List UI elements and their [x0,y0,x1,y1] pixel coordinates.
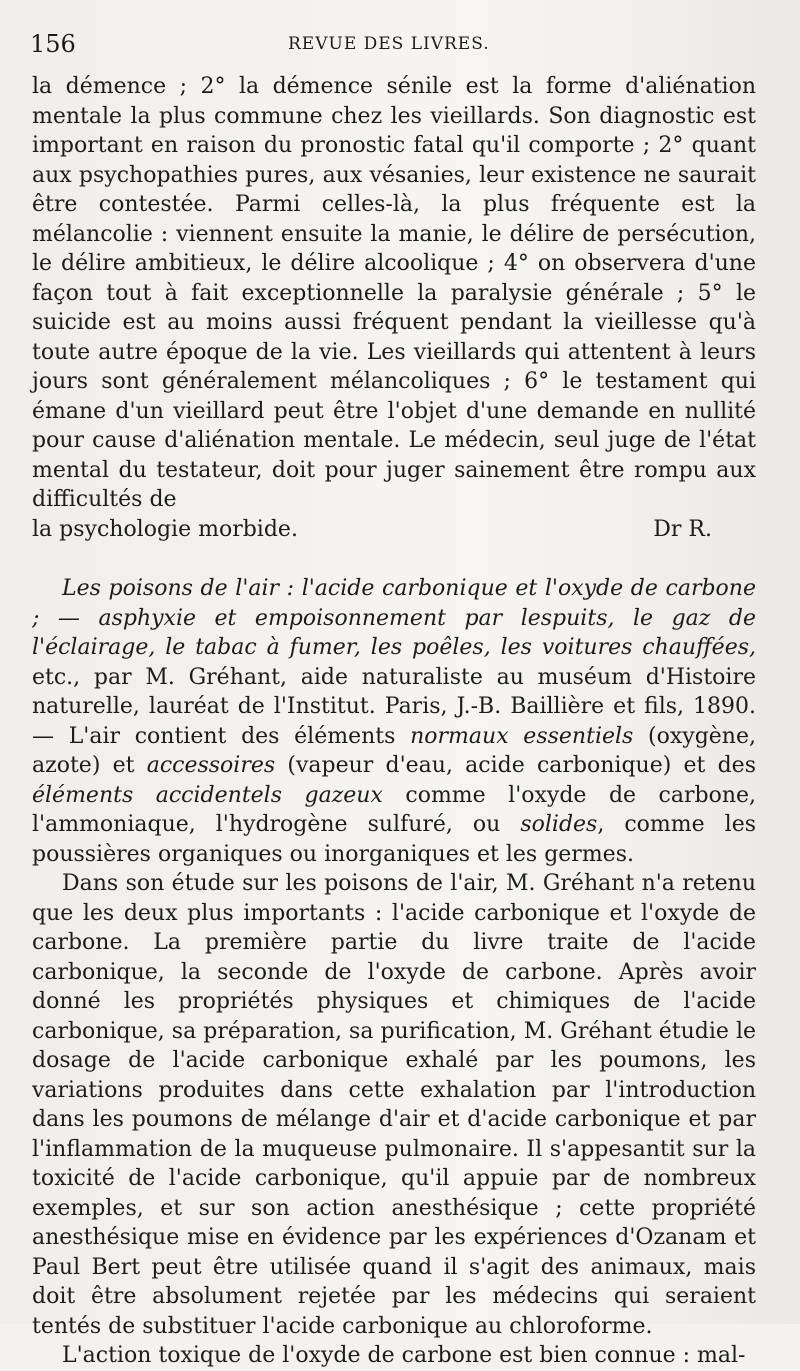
review-2-text-2: (vapeur d'eau, acide carbonique) et des [275,753,756,778]
running-title: REVUE DES LIVRES. [288,34,490,54]
review-2-heading-paragraph [32,574,756,869]
review-2-citation: etc., par M. Gréhant, aide naturaliste au muséum d'Histoire naturelle, lauréat de l'Institut. Paris, J.-B. Baillière et fils, 1890. — L'air contient des éléments [32,664,756,749]
review-2-book-title: Les poisons de l'air : l'acide carbonique et l'oxyde de carbone ; — asphyxie et empoisonnement par lespuits, le gaz de l'éclairage, le tabac à fumer, les poêles, les voitures chauffées, [32,576,756,660]
review-1-last-line: la psychologie morbide. [32,516,298,542]
page-body [32,72,756,1371]
review-2-text-3: comme l'oxyde de carbone, l'ammoniaque, l'hydrogène sulfuré, ou [32,782,756,837]
page-number: 156 [30,30,76,58]
term-accessoires: accessoires [146,753,276,778]
term-elements-accidentels: éléments accidentels gazeux [32,782,383,808]
term-solides: solides [520,812,598,837]
review-2-text-1: (oxygène, azote) et [32,723,756,778]
review-2-text-4: , comme les poussières organiques ou inorganiques et les germes. [32,812,756,867]
review-2-paragraph-2: Dans son étude sur les poisons de l'air, M. Gréhant n'a retenu que les deux plus importants : l'acide carbonique et l'oxyde de carbone. La première partie du livre traite de l'acide carbonique, la seconde de l'oxyde de carbone. Après avoir donné les propriétés physiques et chimiques de l'acide carbonique, sa préparation, sa purification, M. Gréhant étudie le dosage de l'acide carbonique exhalé par les poumons, les variations produites dans cette exhalation par l'introduction dans les poumons de mélange d'air et d'acide carbonique et par l'inflammation de la muqueuse pulmonaire. Il s'appesantit sur la toxicité de l'acide carbonique, qu'il appuie par de nombreux exemples, et sur son action anesthésique ; cette propriété anesthésique mise en évidence par les expériences d'Ozanam et Paul Bert peut être utilisée quand il s'agit des animaux, mais doit être absolument rejetée par les médecins qui seraient tentés de substituer l'acide carbonique au chloroforme. [32,871,756,1339]
review-1-body: la démence ; 2° la démence sénile est la forme d'aliénation mentale la plus commune chez les vieillards. Son diagnostic est important en raison du pronostic fatal qu'il comporte ; 2° quant aux psychopathies pures, aux vésanies, leur existence ne saurait être contestée. Parmi celles-là, la plus fréquente est la mélancolie : viennent ensuite la manie, le délire de persécution, le délire ambitieux, le délire alcoolique ; 4° on observera d'une façon tout à fait exceptionnelle la paralysie générale ; 5° le suicide est au moins aussi fréquent pendant la vieillesse qu'à toute autre époque de la vie. Les vieillards qui attentent à leurs jours sont généralement mélancoliques ; 6° le testament qui émane d'un vieillard peut être l'objet d'une demande en nullité pour cause d'aliénation mentale. Le médecin, seul juge de l'état mental du testateur, doit pour juger sainement être rompu aux difficultés de [32,74,756,512]
review-1-signature: Dr R. [653,516,712,542]
review-2-paragraph-3: L'action toxique de l'oxyde de carbone est bien connue : mal- [62,1343,746,1368]
review-1-signature-line [32,515,756,545]
page-header [30,30,760,62]
term-normaux-essentiels: normaux essentiels [410,723,634,749]
